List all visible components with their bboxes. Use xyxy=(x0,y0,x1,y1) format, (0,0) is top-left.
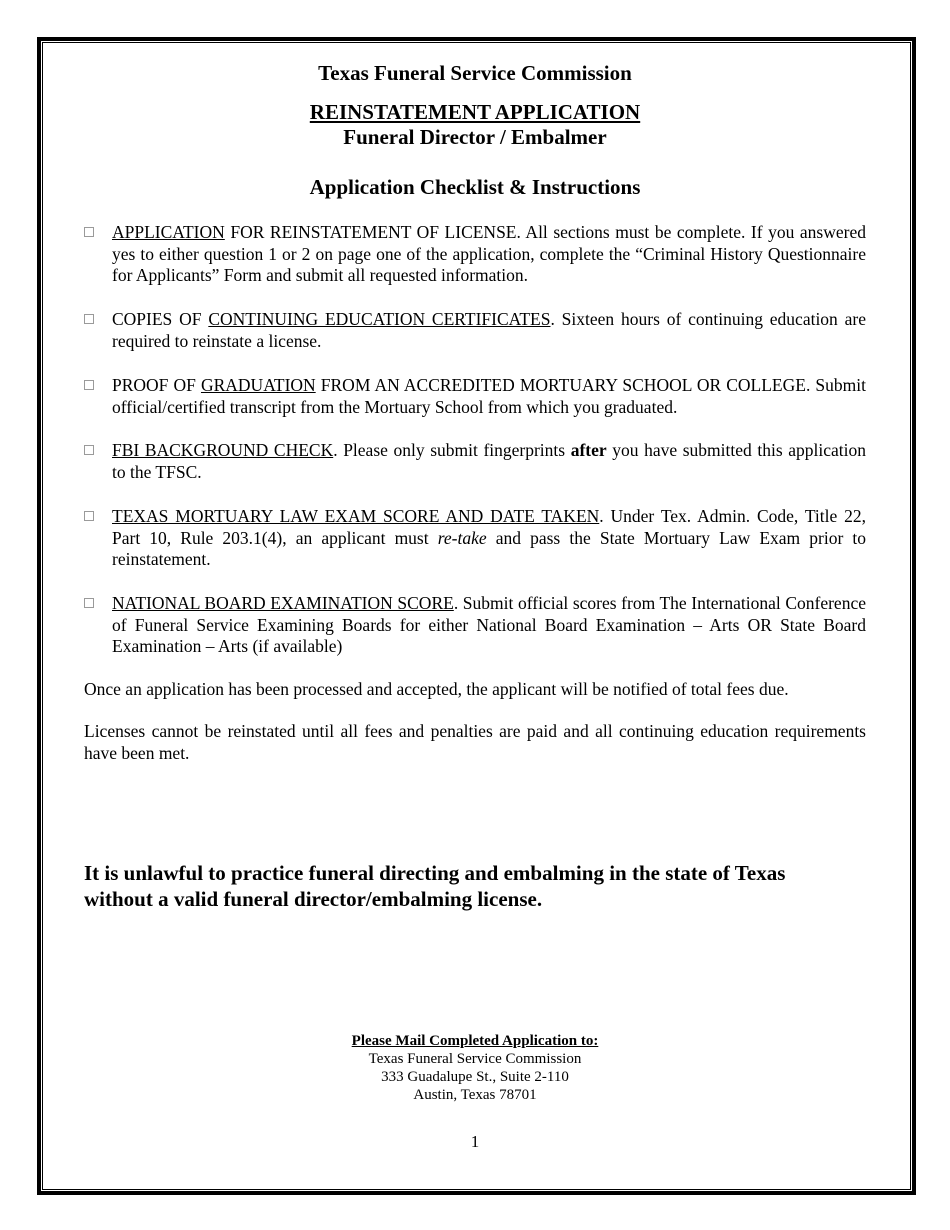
checkbox[interactable] xyxy=(84,227,94,237)
checkbox[interactable] xyxy=(84,445,94,455)
checklist-item-law-exam xyxy=(84,506,866,571)
checklist-item-text: TEXAS MORTUARY LAW EXAM SCORE AND DATE TAKEN. Under Tex. Admin. Code, Title 22, Part 10, Rule 203.1(4), an applicant must re-take and pass the State Mortuary Law Exam prior to reinstatement. xyxy=(112,506,866,570)
checkbox[interactable] xyxy=(84,314,94,324)
checklist-item-text: APPLICATION FOR REINSTATEMENT OF LICENSE. All sections must be complete. If you answered yes to either question 1 or 2 on page one of the application, complete the “Criminal History Questionnaire for Applicants” Form and submit all requested information. xyxy=(112,222,866,286)
checklist-item-continuing-education xyxy=(84,309,866,352)
checklist-item-text: FBI BACKGROUND CHECK. Please only submit fingerprints after you have submitted this application to the TFSC. xyxy=(112,440,866,482)
document-subtitle: Funeral Director / Embalmer xyxy=(343,125,607,149)
unlawful-practice-warning: It is unlawful to practice funeral directing and embalming in the state of Texas without a valid funeral director/embalming license. xyxy=(84,861,786,911)
checklist-item-text: COPIES OF CONTINUING EDUCATION CERTIFICATES. Sixteen hours of continuing education are required to reinstate a license. xyxy=(112,309,866,351)
page-number: 1 xyxy=(470,1132,480,1151)
checklist-item-text: NATIONAL BOARD EXAMINATION SCORE. Submit official scores from The International Conference of Funeral Service Examining Boards for either National Board Examination – Arts OR State Board Examination – Arts (if available) xyxy=(112,593,866,657)
document-title: REINSTATEMENT APPLICATION xyxy=(309,100,641,124)
reinstatement-note: Licenses cannot be reinstated until all fees and penalties are paid and all continuing education requirements have been met. xyxy=(84,721,866,763)
checklist-item-graduation xyxy=(84,375,866,418)
mailing-label: Please Mail Completed Application to: xyxy=(351,1033,599,1049)
mailing-address-line-1: Texas Funeral Service Commission xyxy=(368,1051,582,1067)
checklist-item-text: PROOF OF GRADUATION FROM AN ACCREDITED MORTUARY SCHOOL OR COLLEGE. Submit official/certified transcript from the Mortuary School from which you graduated. xyxy=(112,375,866,417)
checkbox[interactable] xyxy=(84,380,94,390)
checklist-item-national-board-exam xyxy=(84,593,866,658)
checklist-item-fbi-background-check xyxy=(84,440,866,483)
checklist-heading: Application Checklist & Instructions xyxy=(309,175,641,199)
checklist-item-application xyxy=(84,222,866,287)
checkbox[interactable] xyxy=(84,598,94,608)
mailing-address-line-3: Austin, Texas 78701 xyxy=(413,1087,537,1103)
commission-name: Texas Funeral Service Commission xyxy=(318,61,632,85)
fees-note: Once an application has been processed and accepted, the applicant will be notified of total fees due. xyxy=(84,679,789,699)
mailing-address-line-2: 333 Guadalupe St., Suite 2-110 xyxy=(381,1069,569,1085)
checkbox[interactable] xyxy=(84,511,94,521)
